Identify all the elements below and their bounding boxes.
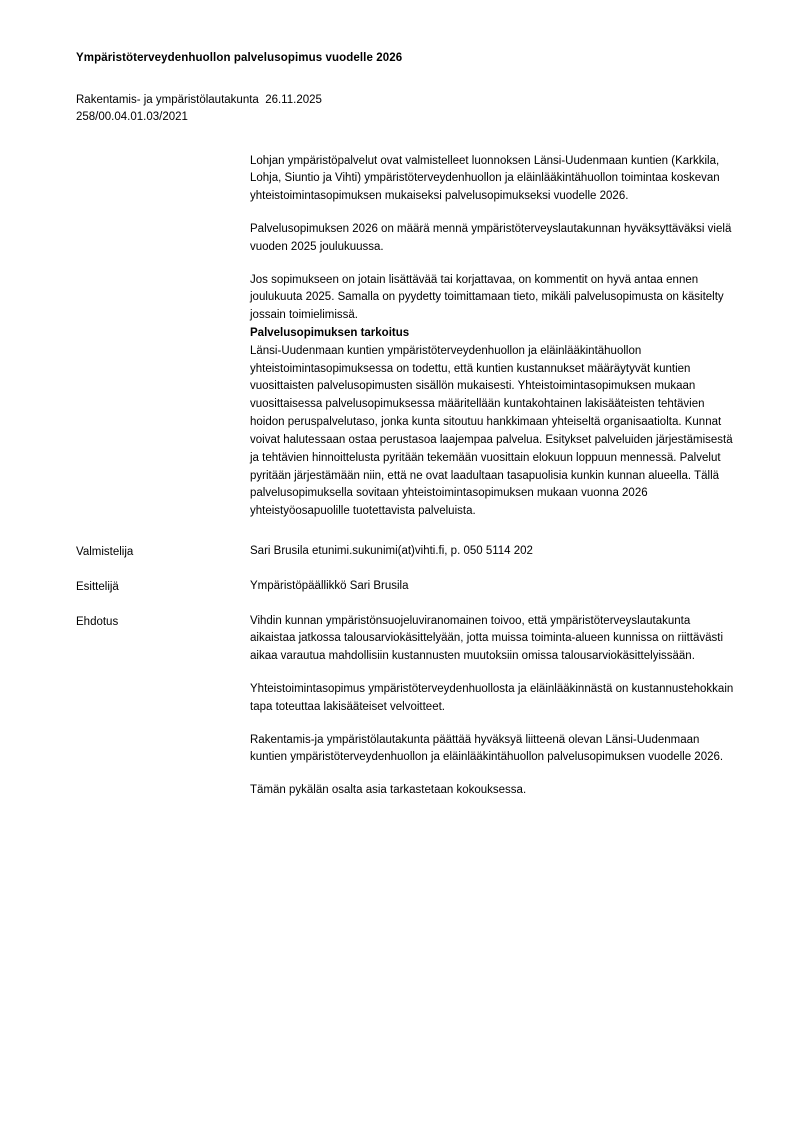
meta-case-number: 258/00.04.01.03/2021 bbox=[76, 111, 188, 124]
field-value: Sari Brusila etunimi.sukunimi(at)vihti.fi, p. 050 5114 202 bbox=[250, 544, 533, 557]
proposal-paragraph: Vihdin kunnan ympäristönsuojeluviranomainen toivoo, että ympäristöterveyslautakunta aikaistaa jatkossa talousarviokäsittelyään, jotta muissa toiminta-alueen kunnissa on riittävästi aikaa varautua mahdollisiin kustannusten muutoksiin omissa talousarviokäsittelyissään. bbox=[250, 614, 724, 663]
intro-paragraph: Palvelusopimuksen 2026 on määrä mennä ympäristöterveyslautakunnan hyväksyttäväksi vielä vuoden 2025 joulukuussa. bbox=[250, 222, 732, 253]
intro-paragraph: Jos sopimukseen on jotain lisättävää tai korjattavaa, on kommentit on hyvä antaa ennen joulukuuta 2025. Samalla on pyydetty toimittamaan tieto, mikäli palvelusopimusta on käsitelty jossain toimielimissä. bbox=[250, 273, 724, 322]
proposal-paragraph: Yhteistoimintasopimus ympäristöterveydenhuollosta ja eläinlääkinnästä on kustannustehokkain tapa toteuttaa lakisääteiset velvoitteet. bbox=[250, 683, 734, 713]
proposal-paragraph: Rakentamis-ja ympäristölautakunta päättää hyväksyä liitteenä olevan Länsi-Uudenmaan kuntien ympäristöterveydenhuollon ja eläinlääkintähuollon palvelusopimuksen vuodelle 2026. bbox=[250, 733, 724, 764]
purpose-heading: Palvelusopimuksen tarkoitus bbox=[250, 327, 410, 339]
intro-paragraph: Lohjan ympäristöpalvelut ovat valmistelleet luonnoksen Länsi-Uudenmaan kuntien (Karkkila, Lohja, Siuntio ja Vihti) ympäristöterveydenhuollon ja eläinlääkintähuollon toimintaa koskevan yhteistoimintasopimuksen mukaiseksi palvelusopimukseksi vuodelle 2026. bbox=[250, 154, 720, 203]
spacer bbox=[76, 562, 738, 578]
field-label: Esittelijä bbox=[76, 580, 119, 593]
purpose-body: Länsi-Uudenmaan kuntien ympäristöterveydenhuollon ja eläinlääkintähuollon yhteistoimintasopimuksessa on todettu, että kuntien kustannukset määräytyvät kuntien vuosittaisten palvelusopimusten sisällön mukaisesti. Yhteistoimintasopimuksen mukaan vuosittaisessa palvelusopimuksessa määritellään kuntakohtainen lakisääteisten tehtävien hoidon peruspalvelutaso, jonka kunta sitoutuu hankkimaan yhteiseltä organisaatiolta. Kunnat voivat halutessaan ostaa perustasoa laajempaa palvelua. Esitykset palveluiden järjestämisestä ja tehtävien hinnoittelusta pyritään tekemään vuosittain elokuun loppuun mennessä. Palvelut pyritään järjestämään niin, että ne ovat laadultaan tasapuolisia kunkin kunnan alueella. Tällä palvelusopimuksella sovitaan yhteistoimintasopimuksen mukaan vuonna 2026 yhteistyöosapuolille tuotettavista palveluista. bbox=[250, 344, 733, 518]
field-row-esittelija bbox=[76, 578, 738, 597]
document-content bbox=[76, 153, 738, 801]
field-row-valmistelija bbox=[76, 543, 738, 562]
page-title: Ympäristöterveydenhuollon palvelusopimus vuodelle 2026 bbox=[76, 52, 403, 64]
spacer bbox=[76, 597, 738, 613]
spacer bbox=[76, 521, 738, 543]
meta-board-line: Rakentamis- ja ympäristölautakunta 26.11.2025 bbox=[76, 94, 322, 106]
field-label: Ehdotus bbox=[76, 615, 119, 628]
purpose-section bbox=[250, 325, 738, 521]
intro-section bbox=[250, 153, 738, 326]
field-row-ehdotus bbox=[76, 613, 738, 801]
proposal-paragraph: Tämän pykälän osalta asia tarkastetaan kokouksessa. bbox=[250, 784, 527, 797]
proposal-body bbox=[250, 613, 738, 801]
field-value: Ympäristöpäällikkö Sari Brusila bbox=[250, 579, 409, 592]
document-meta bbox=[76, 92, 738, 127]
field-label: Valmistelija bbox=[76, 545, 134, 558]
